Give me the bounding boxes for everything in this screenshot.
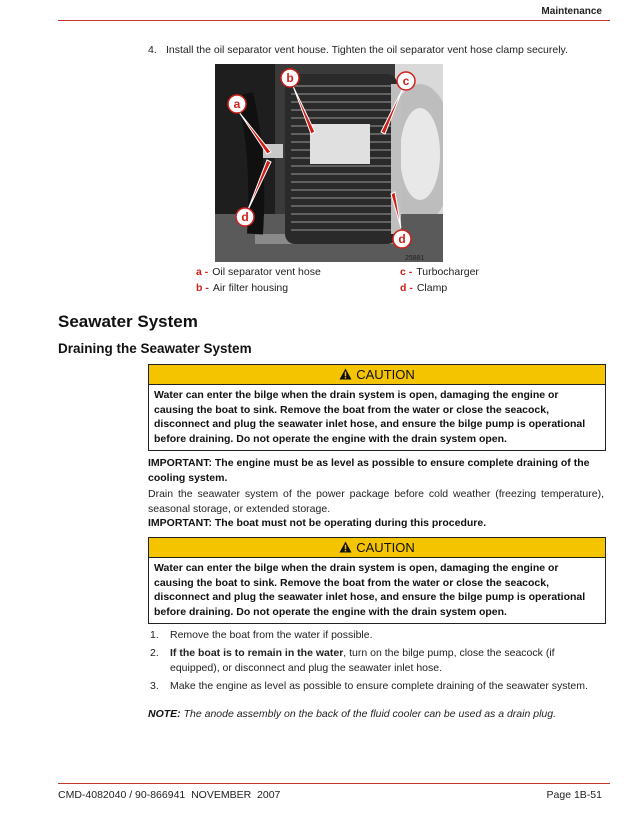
header-title: Maintenance [541,6,602,17]
figure-photo [215,64,443,262]
step-text: Remove the boat from the water if possible. [170,629,373,641]
footer-rule [58,783,610,784]
legend-item-a [196,266,321,278]
section-subtitle: Draining the Seawater System [58,341,252,356]
callout-c: c [402,74,410,88]
step-item [148,628,604,643]
legend-key-c: c - [400,266,413,278]
header-rule [58,20,610,21]
step-item [148,646,604,676]
caution-text-2: Water can enter the bilge when the drain system is open, damaging the engine or causing the boat to sink. Remove the boat from the water or close the seacock, disconnect and plug the seawater inlet hose, and ensure the bilge pump is operational before draining. Do not operate the engine with the drain system open. [154,562,586,618]
caution-header-1 [149,365,605,385]
photo-number: 25881 [405,255,425,262]
legend-key-b: b - [196,282,209,294]
step-4-text: Install the oil separator vent house. Tighten the oil separator vent hose clamp securely. [166,44,568,56]
callout-a: a [233,97,241,111]
caution-box-1 [148,364,606,451]
legend-item-d [400,282,447,294]
callout-b: b [286,71,294,85]
footer-doc-id: CMD-4082040 / 90-866941 NOVEMBER 2007 [58,789,281,801]
callout-d-right: d [398,232,406,246]
caution-header-2 [149,538,605,558]
warning-icon [339,366,352,385]
important-note-2: IMPORTANT: The boat must not be operating during this procedure. [148,517,487,529]
step-4-number: 4. [148,44,157,56]
step-number: 1. [150,629,159,641]
legend-item-b [196,282,288,294]
legend-label-d: Clamp [416,282,448,294]
caution-text-1: Water can enter the bilge when the drain system is open, damaging the engine or causing the boat to sink. Remove the boat from the water or close the seacock, disconnect and plug the seawater inlet hose, and ensure the bilge pump is operational before draining. Do not operate the engine with the drain system open. [154,389,586,445]
step-bold-text: If the boat is to remain in the water [170,647,344,659]
step-number: 2. [150,647,159,659]
note [148,708,556,720]
legend-key-a: a - [196,266,209,278]
step-number: 3. [150,680,159,692]
drain-paragraph: Drain the seawater system of the power package before cold weather (freezing temperature), seasonal storage, or extended storage. [148,488,604,515]
callout-d-left: d [241,210,249,224]
legend-label-c: Turbocharger [416,266,479,278]
steps-list [148,628,604,697]
legend-label-b: Air filter housing [212,282,289,294]
caution-heading-2: CAUTION [356,540,415,555]
step-text: Make the engine as level as possible to ensure complete draining of the seawater system. [170,680,588,692]
caution-heading-1: CAUTION [356,367,415,382]
section-title: Seawater System [58,312,198,331]
note-label: NOTE: [148,708,181,720]
engine-photo-illustration [215,64,443,262]
footer-page-number: Page 1B-51 [546,789,602,801]
step-text: , turn on the bilge pump, close the seacock (if equipped), or disconnect and plug the seawater inlet hose. [170,647,555,674]
legend-label-a: Oil separator vent hose [212,266,321,278]
caution-box-2 [148,537,606,624]
important-note-1: IMPORTANT: The engine must be as level as possible to ensure complete draining of the cooling system. [148,457,590,484]
step-item [148,679,604,694]
step-4 [148,44,568,56]
warning-icon [339,539,352,558]
legend-item-c [400,266,479,278]
note-text: The anode assembly on the back of the fluid cooler can be used as a drain plug. [183,708,557,720]
legend-key-d: d - [400,282,413,294]
